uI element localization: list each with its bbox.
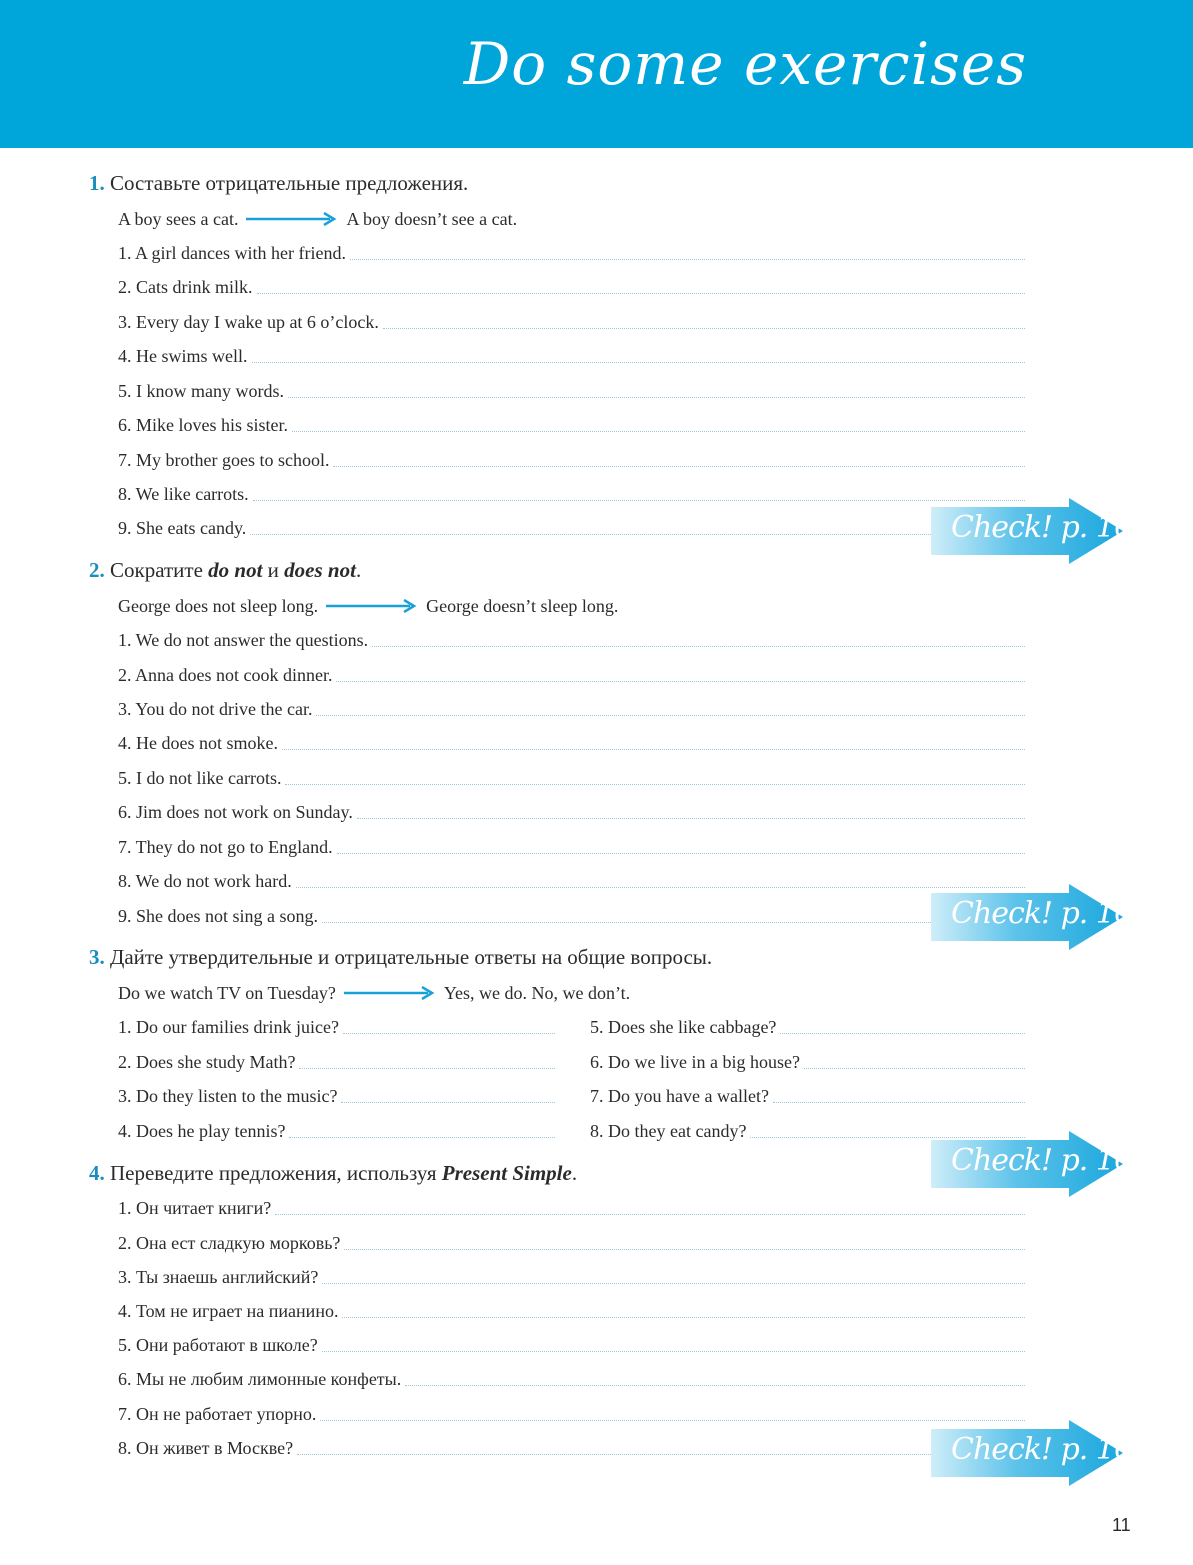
- answer-blank[interactable]: [322, 922, 1025, 923]
- arrow-right-icon: [244, 212, 340, 226]
- exercise-item: 3. Ты знаешь английский?: [118, 1267, 319, 1287]
- exercise-item: 4. Том не играет на пианино.: [118, 1301, 339, 1321]
- exercise-item: 7. They do not go to England.: [118, 837, 333, 857]
- exercise-item: 8. Do they eat candy?: [590, 1121, 747, 1141]
- answer-blank[interactable]: [383, 328, 1025, 329]
- answer-line[interactable]: [118, 664, 1025, 686]
- answer-blank[interactable]: [344, 1249, 1025, 1250]
- exercise-item: 7. Do you have a wallet?: [590, 1086, 769, 1106]
- exercise-item: 1. We do not answer the questions.: [118, 630, 369, 650]
- example-source: George does not sleep long.: [118, 596, 319, 616]
- exercise-item: 6. Do we live in a big house?: [590, 1052, 800, 1072]
- exercise-item: 4. He does not smoke.: [118, 733, 278, 753]
- check-label: Check! p. 107: [951, 896, 1151, 931]
- exercise-item: 3. Every day I wake up at 6 o’clock.: [118, 312, 379, 332]
- answer-line[interactable]: [118, 870, 1025, 892]
- check-label: Check! p. 107: [951, 510, 1151, 545]
- answer-blank[interactable]: [405, 1385, 1025, 1386]
- exercise-number: 4.: [89, 1161, 105, 1185]
- answer-line[interactable]: [118, 767, 1025, 789]
- answer-blank[interactable]: [341, 1102, 555, 1103]
- answer-line[interactable]: [118, 449, 1025, 471]
- answer-line[interactable]: [118, 1368, 1025, 1390]
- answer-blank[interactable]: [342, 1317, 1025, 1318]
- exercise-item: 1. Он читает книги?: [118, 1198, 272, 1218]
- answer-blank[interactable]: [773, 1102, 1025, 1103]
- page-number: 11: [1112, 1515, 1131, 1535]
- answer-blank[interactable]: [285, 784, 1025, 785]
- exercise-number: 2.: [89, 558, 105, 582]
- answer-line[interactable]: [118, 483, 1025, 505]
- example-result: A boy doesn’t see a cat.: [346, 209, 518, 229]
- answer-line[interactable]: [118, 732, 1025, 754]
- exercise-item: 4. He swims well.: [118, 346, 248, 366]
- exercise-item: 2. Она ест сладкую морковь?: [118, 1233, 341, 1253]
- header-banner: [0, 0, 1193, 148]
- exercise-item: 1. Do our families drink juice?: [118, 1017, 339, 1037]
- answer-line[interactable]: [118, 1437, 1025, 1459]
- answer-line[interactable]: [118, 414, 1025, 436]
- answer-blank[interactable]: [257, 293, 1026, 294]
- answer-blank[interactable]: [333, 466, 1025, 467]
- answer-line[interactable]: [118, 1120, 555, 1142]
- answer-line[interactable]: [118, 1403, 1025, 1425]
- answer-blank[interactable]: [350, 259, 1025, 260]
- exercise-item: 2. Does she study Math?: [118, 1052, 296, 1072]
- check-label: Check! p. 107: [951, 1143, 1151, 1178]
- answer-blank[interactable]: [296, 887, 1025, 888]
- example-result: George doesn’t sleep long.: [426, 596, 619, 616]
- exercise-item: 8. Он живет в Москве?: [118, 1438, 294, 1458]
- answer-blank[interactable]: [322, 1283, 1025, 1284]
- answer-line[interactable]: [118, 905, 1025, 927]
- answer-blank[interactable]: [292, 431, 1025, 432]
- answer-line[interactable]: [590, 1085, 1025, 1107]
- answer-line[interactable]: [118, 1334, 1025, 1356]
- exercise-item: 8. We do not work hard.: [118, 871, 292, 891]
- exercise-item: 6. Jim does not work on Sunday.: [118, 802, 353, 822]
- exercise-number: 1.: [89, 171, 105, 195]
- page-title: Do some exercises: [463, 30, 1027, 98]
- exercise-item: 1. A girl dances with her friend.: [118, 243, 346, 263]
- answer-blank[interactable]: [780, 1033, 1025, 1034]
- exercise-item: 9. She does not sing a song.: [118, 906, 318, 926]
- exercise-instruction-connector: и: [262, 558, 285, 582]
- answer-line[interactable]: [118, 1197, 1025, 1219]
- exercise-item: 5. I know many words.: [118, 381, 284, 401]
- check-answers-link[interactable]: [931, 1420, 1151, 1486]
- answer-blank[interactable]: [253, 500, 1025, 501]
- exercise-3-example: [118, 982, 630, 1004]
- check-answers-link[interactable]: [931, 1131, 1151, 1197]
- answer-line[interactable]: [118, 1232, 1025, 1254]
- exercise-1-title: [89, 171, 468, 196]
- answer-line[interactable]: [118, 801, 1025, 823]
- answer-line[interactable]: [118, 1051, 555, 1073]
- answer-blank[interactable]: [252, 362, 1026, 363]
- answer-blank[interactable]: [316, 715, 1025, 716]
- answer-blank[interactable]: [250, 534, 1025, 535]
- answer-blank[interactable]: [322, 1351, 1025, 1352]
- exercise-number: 3.: [89, 945, 105, 969]
- emphasis-term: do not: [208, 558, 263, 582]
- answer-blank[interactable]: [343, 1033, 555, 1034]
- answer-line[interactable]: [590, 1016, 1025, 1038]
- exercise-item: 8. We like carrots.: [118, 484, 249, 504]
- exercise-item: 9. She eats candy.: [118, 518, 247, 538]
- answer-blank[interactable]: [336, 681, 1025, 682]
- answer-line[interactable]: [118, 380, 1025, 402]
- check-label: Check! p. 107: [951, 1432, 1151, 1467]
- answer-blank[interactable]: [804, 1068, 1025, 1069]
- answer-blank[interactable]: [288, 397, 1025, 398]
- exercise-instruction-end: .: [571, 1161, 578, 1185]
- answer-blank[interactable]: [372, 646, 1025, 647]
- answer-line[interactable]: [118, 698, 1025, 720]
- answer-line[interactable]: [118, 629, 1025, 651]
- answer-line[interactable]: [118, 276, 1025, 298]
- answer-line[interactable]: [118, 1085, 555, 1107]
- exercise-item: 5. Does she like cabbage?: [590, 1017, 777, 1037]
- example-result: Yes, we do. No, we don’t.: [443, 983, 631, 1003]
- exercise-item: 3. You do not drive the car.: [118, 699, 313, 719]
- emphasis-term: Present Simple: [441, 1161, 572, 1185]
- answer-line[interactable]: [118, 345, 1025, 367]
- exercise-item: 5. Они работают в школе?: [118, 1335, 318, 1355]
- exercise-instruction: Сократите: [110, 558, 209, 582]
- exercise-item: 6. Mike loves his sister.: [118, 415, 288, 435]
- exercise-3-title: [89, 945, 712, 970]
- exercise-item: 3. Do they listen to the music?: [118, 1086, 338, 1106]
- answer-line[interactable]: [118, 1266, 1025, 1288]
- answer-blank[interactable]: [299, 1068, 555, 1069]
- answer-blank[interactable]: [282, 749, 1025, 750]
- answer-line[interactable]: [118, 517, 1025, 539]
- answer-blank[interactable]: [289, 1137, 555, 1138]
- answer-line[interactable]: [118, 1300, 1025, 1322]
- answer-line[interactable]: [118, 1016, 555, 1038]
- answer-line[interactable]: [118, 242, 1025, 264]
- exercise-4-title: [89, 1161, 577, 1186]
- check-answers-link[interactable]: [931, 884, 1151, 950]
- check-answers-link[interactable]: [931, 498, 1151, 564]
- exercise-item: 2. Cats drink milk.: [118, 277, 253, 297]
- exercise-1-example: [118, 208, 517, 230]
- answer-blank[interactable]: [297, 1454, 1025, 1455]
- exercise-instruction: Дайте утвердительные и отрицательные ответы на общие вопросы.: [110, 945, 713, 969]
- exercise-instruction: Составьте отрицательные предложения.: [110, 171, 469, 195]
- answer-blank[interactable]: [337, 853, 1025, 854]
- exercise-item: 2. Anna does not cook dinner.: [118, 665, 333, 685]
- exercise-item: 6. Мы не любим лимонные конфеты.: [118, 1369, 402, 1389]
- arrow-right-icon: [342, 986, 438, 1000]
- answer-blank[interactable]: [357, 818, 1025, 819]
- answer-line[interactable]: [118, 836, 1025, 858]
- exercise-2-title: [89, 558, 361, 583]
- example-source: Do we watch TV on Tuesday?: [118, 983, 336, 1003]
- exercise-item: 7. My brother goes to school.: [118, 450, 330, 470]
- answer-line[interactable]: [590, 1051, 1025, 1073]
- answer-blank[interactable]: [320, 1420, 1025, 1421]
- exercise-item: 5. I do not like carrots.: [118, 768, 282, 788]
- exercise-instruction-end: .: [355, 558, 362, 582]
- emphasis-term: does not: [284, 558, 356, 582]
- example-source: A boy sees a cat.: [118, 209, 239, 229]
- exercise-item: 7. Он не работает упорно.: [118, 1404, 317, 1424]
- exercise-item: 4. Does he play tennis?: [118, 1121, 286, 1141]
- answer-blank[interactable]: [275, 1214, 1025, 1215]
- arrow-right-icon: [324, 599, 420, 613]
- exercise-2-example: [118, 595, 618, 617]
- answer-line[interactable]: [118, 311, 1025, 333]
- exercise-instruction: Переведите предложения, используя: [110, 1161, 442, 1185]
